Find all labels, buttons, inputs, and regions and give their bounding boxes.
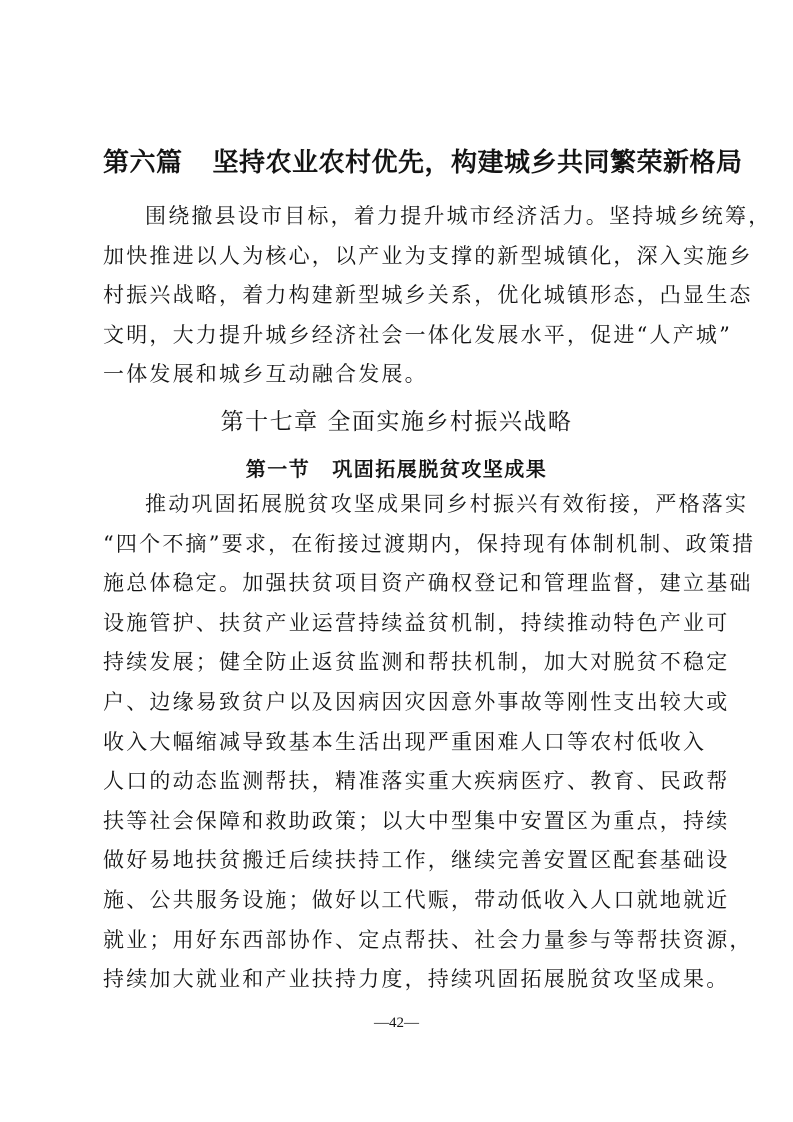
paragraph-line: 收入大幅缩减导致基本生活出现严重困难人口等农村低收入 (103, 729, 707, 754)
intro-paragraph (103, 197, 772, 395)
page-number: —42— (374, 1015, 419, 1031)
paragraph-line: 持续发展；健全防止返贫监测和帮扶机制，加大对脱贫不稳定 (103, 650, 730, 675)
paragraph-line: 文明，大力提升城乡经济社会一体化发展水平，促进“人产城” (103, 322, 733, 347)
paragraph-line: 施、公共服务设施；做好以工代赈，带动低收入人口就地就近 (103, 887, 730, 912)
section-number: 第一节 (245, 457, 311, 481)
paragraph-line: 村振兴战略，着力构建新型城乡关系，优化城镇形态，凸显生态 (103, 283, 753, 308)
paragraph-line: “四个不摘”要求，在衔接过渡期内，保持现有体制机制、政策措 (103, 531, 756, 556)
paragraph-line: 一体发展和城乡互动融合发展。 (103, 362, 428, 387)
paragraph-line: 扶等社会保障和救助政策；以大中型集中安置区为重点，持续 (103, 808, 730, 833)
chapter-heading: 第十七章 全面实施乡村振兴战略 (220, 409, 573, 435)
paragraph-line: 加快推进以人为核心，以产业为支撑的新型城镇化，深入实施乡 (103, 243, 753, 268)
part-title: 坚持农业农村优先，构建城乡共同繁荣新格局 (212, 148, 743, 178)
body-paragraph (103, 485, 756, 1000)
paragraph-line: 设施管护、扶贫产业运营持续益贫机制，持续推动特色产业可 (103, 610, 730, 635)
paragraph-line: 推动巩固拓展脱贫攻坚成果同乡村振兴有效衔接，严格落实 (145, 492, 749, 516)
paragraph-line: 围绕撤县设市目标，着力提升城市经济活力。坚持城乡统筹， (145, 204, 772, 228)
part-number: 第六篇 (103, 148, 183, 178)
paragraph-line: 持续加大就业和产业扶持力度，持续巩固拓展脱贫攻坚成果。 (103, 967, 730, 992)
paragraph-line: 就业；用好东西部协作、定点帮扶、社会力量参与等帮扶资源， (103, 927, 753, 952)
paragraph-line: 户、边缘易致贫户以及因病因灾因意外事故等刚性支出较大或 (103, 689, 730, 714)
part-heading (103, 146, 743, 180)
section-heading (0, 454, 793, 484)
paragraph-line: 人口的动态监测帮扶，精准落实重大疾病医疗、教育、民政帮 (103, 769, 730, 794)
section-title: 巩固拓展脱贫攻坚成果 (332, 457, 548, 481)
paragraph-line: 施总体稳定。加强扶贫项目资产确权登记和管理监督，建立基础 (103, 571, 753, 596)
paragraph-line: 做好易地扶贫搬迁后续扶持工作，继续完善安置区配套基础设 (103, 848, 730, 873)
